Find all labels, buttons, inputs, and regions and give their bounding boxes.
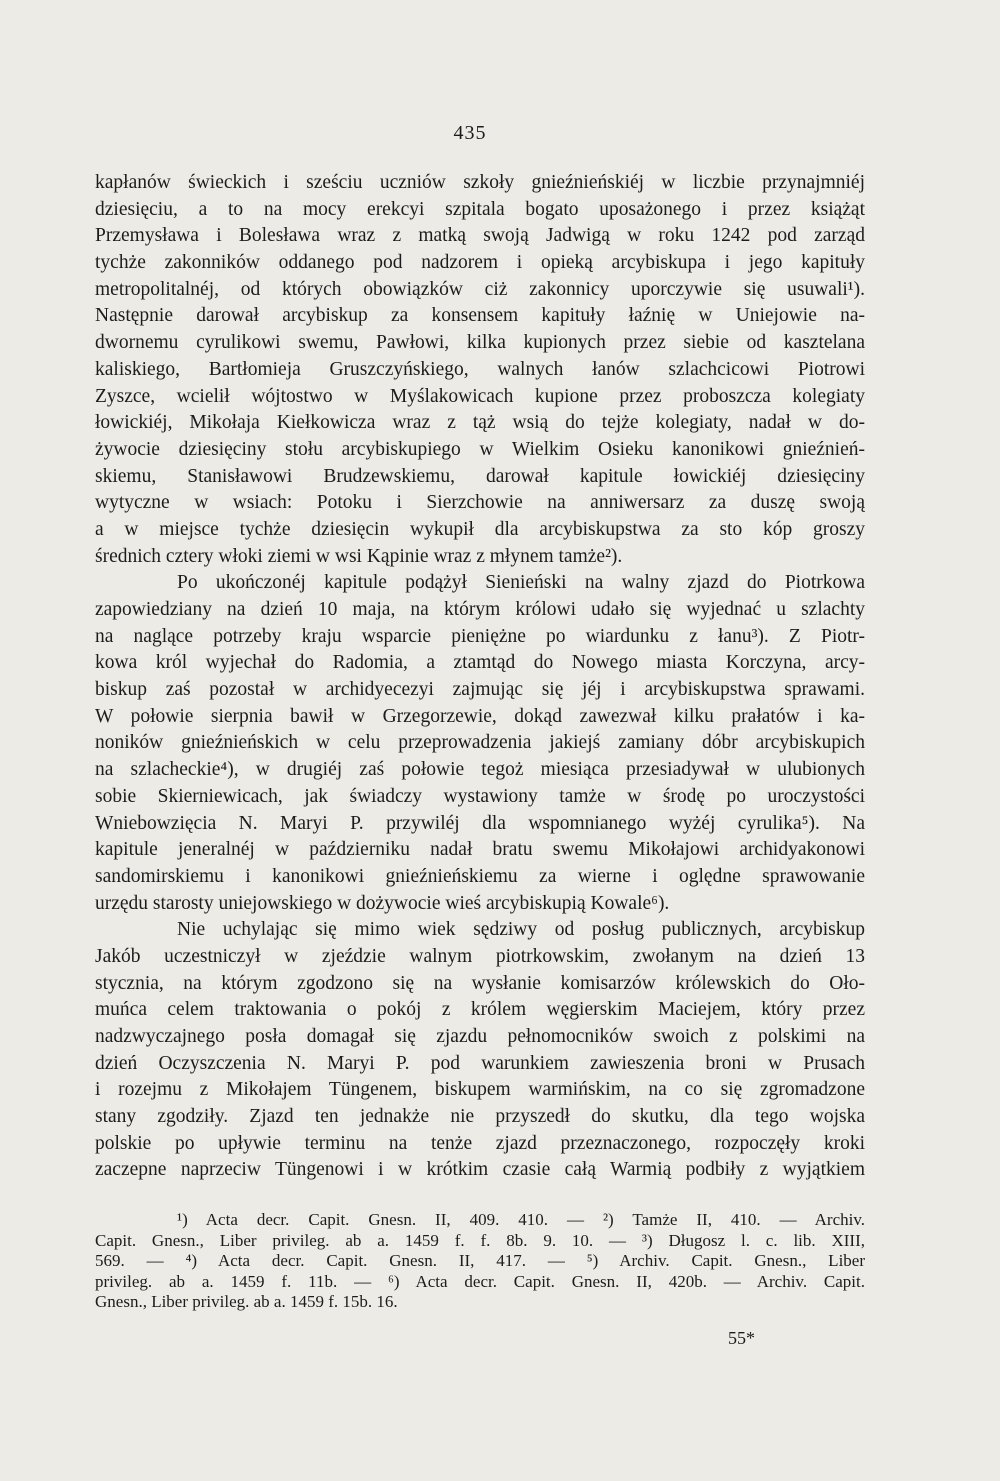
body-line: Wniebowzięcia N. Maryi P. przywiléj dla wspomnianego wyżéj cyrulika⁵). Na — [95, 812, 865, 834]
footnote-line: 569. — ⁴) Acta decr. Capit. Gnesn. II, 417. — ⁵) Archiv. Capit. Gnesn., Liber — [95, 1251, 865, 1270]
body-line: Następnie darował arcybiskup za konsensem kapituły łaźnię w Uniejowie na- — [95, 305, 865, 327]
body-line: wytyczne w wsiach: Potoku i Sierzchowie na anniwersarz za duszę swoją — [95, 492, 865, 514]
body-line: stycznia, na którym zgodzono się na wysłanie komisarzów królewskich do Oło- — [95, 972, 865, 994]
body-line: zaczepne naprzeciw Tüngenowi i w krótkim czasie całą Warmią podbiły z wyjątkiem — [95, 1159, 865, 1181]
body-line: muńca celem traktowania o pokój z królem węgierskim Maciejem, który przez — [95, 999, 865, 1021]
footnote-line: ¹) Acta decr. Capit. Gnesn. II, 409. 410. — ²) Tamże II, 410. — Archiv. — [177, 1210, 865, 1229]
footnote-line: Capit. Gnesn., Liber privileg. ab a. 1459 f. f. 8b. 9. 10. — ³) Długosz l. c. lib. XIII, — [95, 1230, 865, 1250]
body-text — [95, 170, 865, 1184]
body-line: na naglące potrzeby kraju wsparcie pieniężne po wiardunku z łanu³). Z Piotr- — [95, 625, 865, 647]
body-line: żywocie dziesięciny stołu arcybiskupiego w Wielkim Osieku kanonikowi gnieźnień- — [95, 438, 865, 460]
footnote-line: Gnesn., Liber privileg. ab a. 1459 f. 15b. 16. — [95, 1292, 398, 1311]
body-line: nadzwyczajnego posła domagał się zjazdu pełnomocników swoich z polskimi na — [95, 1026, 865, 1047]
body-line: łowickiéj, Mikołaja Kiełkowicza wraz z tąż wsią do tejże kolegiaty, nadał w do- — [95, 412, 865, 434]
body-line: W połowie sierpnia bawił w Grzegorzewie, dokąd zawezwał kilku prałatów i ka- — [95, 705, 865, 727]
body-line: tychże zakonników oddanego pod nadzorem i opieką arcybiskupa i jego kapituły — [95, 252, 865, 274]
body-line: dziesięciu, a to na mocy erekcyi szpitala bogato uposażonego i przez książąt — [95, 198, 865, 220]
footnotes — [95, 1210, 865, 1313]
body-line: metropolitalnéj, od których obowiązków ciż zakonnicy uporczywie się usuwali¹). — [95, 278, 865, 300]
body-line: sandomirskiemu i kanonikowi gnieźnieńskiemu za wierne i oględne sprawowanie — [95, 865, 865, 887]
body-line: zapowiedziany na dzień 10 maja, na którym królowi udało się wyjednać u szlachty — [95, 599, 865, 620]
body-line: polskie po upływie terminu na tenże zjazd przeznaczonego, rozpoczęły kroki — [95, 1132, 865, 1154]
signature-mark: 55* — [728, 1328, 755, 1348]
body-line: a w miejsce tychże dziesięcin wykupił dla arcybiskupstwa za sto kóp groszy — [95, 518, 865, 540]
body-line: Przemysława i Bolesława wraz z matką swoją Jadwigą w roku 1242 pod zarząd — [95, 225, 865, 247]
body-line: biskup zaś pozostał w archidyecezyi zajmując się jéj i arcybiskupstwa sprawami. — [95, 679, 865, 701]
body-line: Jakób uczestniczył w zjeździe walnym piotrkowskim, zwołanym na dzień 13 — [95, 945, 865, 967]
body-line: kowa król wyjechał do Radomia, a ztamtąd do Nowego miasta Korczyna, arcy- — [95, 652, 865, 674]
body-line: na szlacheckie⁴), w drugiéj zaś połowie tegoż miesiąca przesiadywał w ulubionych — [95, 759, 865, 781]
body-line: Po ukończonéj kapitule podążył Sienieński na walny zjazd do Piotrkowa — [177, 572, 865, 594]
page-number: 435 — [453, 122, 487, 144]
body-line: kapłanów świeckich i sześciu uczniów szkoły gnieźnieńskiéj w liczbie przynajmniéj — [95, 172, 865, 193]
body-line: stany zgodziły. Zjazd ten jednakże nie przyszedł do skutku, dla tego wojska — [95, 1106, 865, 1128]
body-line: noników gnieźnieńskich w celu przeprowadzenia jakiejś zamiany dóbr arcybiskupich — [95, 732, 865, 754]
body-line: kaliskiego, Bartłomieja Gruszczyńskiego, walnych łanów szlachcicowi Piotrowi — [95, 358, 865, 380]
body-line: średnich cztery włoki ziemi w wsi Kąpinie wraz z młynem tamże²). — [95, 545, 623, 567]
body-line: sobie Skierniewicach, jak świadczy wystawiony tamże w środę po uroczystości — [95, 785, 865, 807]
body-line: kapitule jeneralnéj w październiku nadał bratu swemu Mikołajowi archidyakonowi — [95, 839, 865, 861]
footnote-line: privileg. ab a. 1459 f. 11b. — ⁶) Acta decr. Capit. Gnesn. II, 420b. — Archiv. Capit. — [95, 1271, 865, 1291]
body-line: skiemu, Stanisławowi Brudzewskiemu, darował kapitule łowickiéj dziesięciny — [95, 465, 865, 487]
body-line: Zyszce, wcielił wójtostwo w Myślakowicach kupione przez proboszcza kolegiaty — [95, 385, 865, 407]
body-line: urzędu starosty uniejowskiego w dożywocie wieś arcybiskupią Kowale⁶). — [95, 892, 670, 914]
body-line: Nie uchylając się mimo wiek sędziwy od posług publicznych, arcybiskup — [177, 919, 865, 941]
body-line: i rozejmu z Mikołajem Tüngenem, biskupem warmińskim, na co się zgromadzone — [95, 1079, 865, 1101]
body-line: dzień Oczyszczenia N. Maryi P. pod warunkiem zawieszenia broni w Prusach — [95, 1052, 865, 1074]
body-line: dwornemu cyrulikowi swemu, Pawłowi, kilka kupionych przez siebie od kasztelana — [95, 332, 865, 354]
